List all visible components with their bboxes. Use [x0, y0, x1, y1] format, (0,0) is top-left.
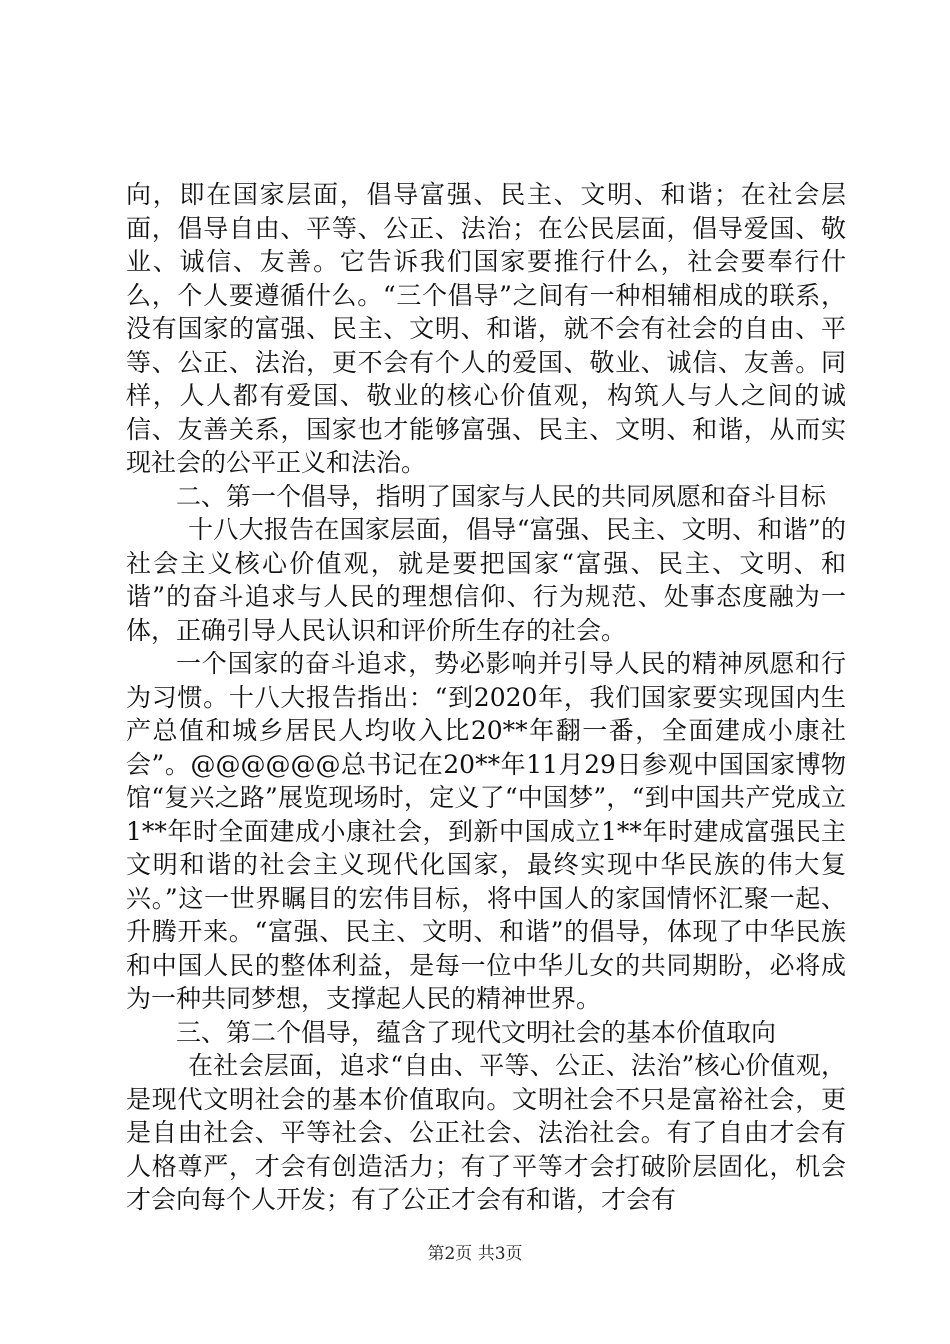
paragraph-continued: 向，即在国家层面，倡导富强、民主、文明、和谐；在社会层面，倡导自由、平等、公正、法治；在公民层面，倡导爱国、敬业、诚信、友善。它告诉我们国家要推行什么，社会要奉行什么，个人要遵循什么。“三个倡导”之间有一种相辅相成的联系，没有国家的富强、民主、文明、和谐，就不会有社会的自由、平等、公正、法治，更不会有个人的爱国、敬业、诚信、友善。同样，人人都有爱国、敬业的核心价值观，构筑人与人之间的诚信、友善关系，国家也才能够富强、民主、文明、和谐，从而实现社会的公平正义和法治。 [126, 180, 846, 477]
paragraph: 十八大报告在国家层面，倡导“富强、民主、文明、和谐”的社会主义核心价值观，就是要把国家“富强、民主、文明、和谐”的奋斗追求与人民的理想信仰、行为规范、处事态度融为一体，正确引导人民认识和评价所生存的社会。 [126, 515, 846, 645]
paragraph: 在社会层面，追求“自由、平等、公正、法治”核心价值观，是现代文明社会的基本价值取向。文明社会不只是富裕社会，更是自由社会、平等社会、公正社会、法治社会。有了自由才会有人格尊严，才会有创造活力；有了平等才会打破阶层固化，机会才会向每个人开发；有了公正才会有和谐，才会有 [126, 1051, 846, 1214]
section-heading-3: 三、第二个倡导，蕴含了现代文明社会的基本价值取向 [176, 1017, 777, 1047]
page-footer: 第2页 共3页 [427, 1244, 523, 1264]
document-body [126, 178, 846, 1217]
paragraph: 一个国家的奋斗追求，势必影响并引导人民的精神夙愿和行为习惯。十八大报告指出：“到2020年，我们国家要实现国内生产总值和城乡居民人均收入比20**年翻一番，全面建成小康社会”。@@@@@@总书记在20**年11月29日参观中国国家博物馆“复兴之路”展览现场时，定义了“中国梦”，“到中国共产党成立1**年时全面建成小康社会，到新中国成立1**年时建成富强民主文明和谐的社会主义现代化国家，最终实现中华民族的伟大复兴。”这一世界瞩目的宏伟目标，将中国人的家国情怀汇聚一起、升腾开来。“富强、民主、文明、和谐”的倡导，体现了中华民族和中国人民的整体利益，是每一位中华儿女的共同期盼，必将成为一种共同梦想，支撑起人民的精神世界。 [126, 649, 846, 1013]
section-heading-2: 二、第一个倡导，指明了国家与人民的共同夙愿和奋斗目标 [176, 481, 827, 511]
